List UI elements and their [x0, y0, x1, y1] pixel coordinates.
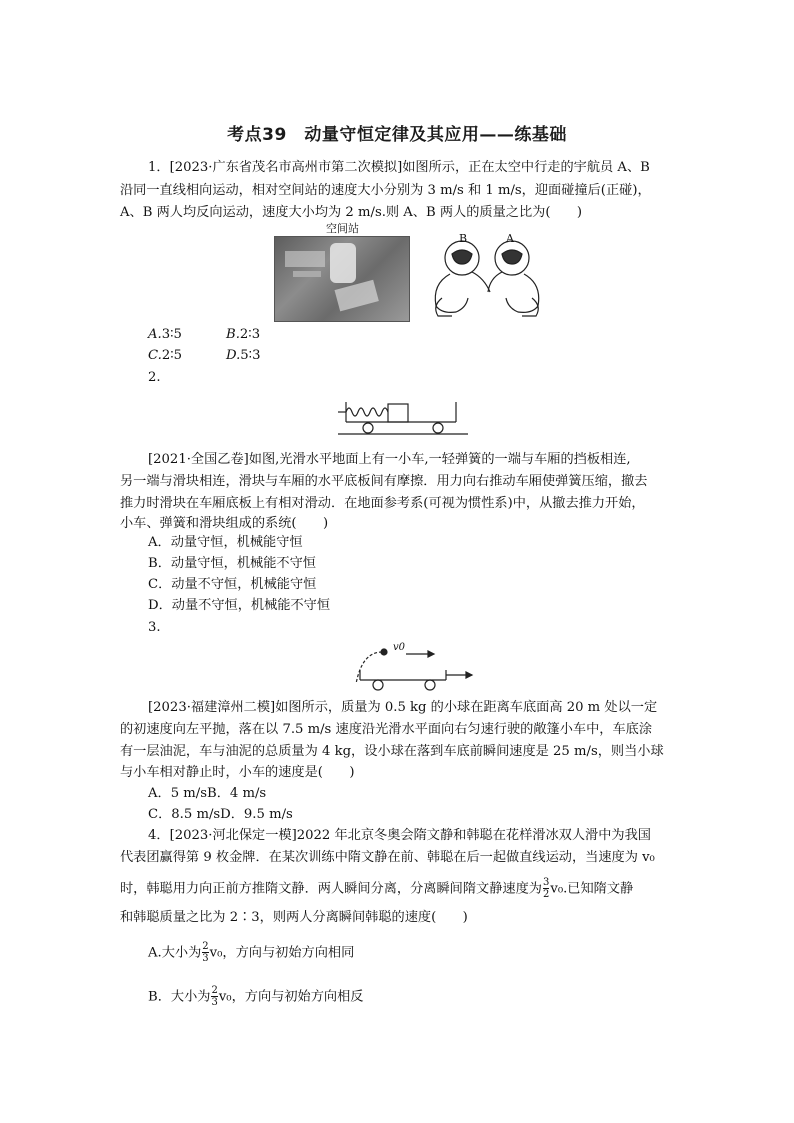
- q4-option-a: A.大小为 $\frac{2}{3}$ v₀，方向与初始方向相同: [148, 941, 355, 964]
- q1-option-d: D.5∶3: [226, 348, 261, 363]
- q4-line-4: 和韩聪质量之比为 2∶3，则两人分离瞬间韩聪的速度( ): [120, 910, 468, 925]
- q2-line-2: 另一端与滑块相连，滑块与车厢的水平底板间有摩擦．用力向右推动车厢使弹簧压缩，撤去: [120, 474, 648, 489]
- q2-option-b: B．动量守恒，机械能不守恒: [148, 556, 316, 571]
- q1-option-b: B.2∶3: [226, 327, 261, 342]
- q4-line-1: 4．[2023·河北保定一模]2022 年北京冬奥会隋文静和韩聪在花样滑冰双人滑中为我国: [148, 828, 651, 843]
- fraction-two-thirds-b: $\frac{2}{3}$: [211, 985, 218, 1008]
- q3-line-1: [2023·福建漳州二模]如图所示，质量为 0.5 kg 的小球在距离车底面高 20 m 处以一定: [148, 700, 658, 715]
- astronaut-b-label: B: [459, 232, 468, 245]
- q2-line-4: 小车、弹簧和滑块组成的系统( ): [120, 516, 329, 531]
- astronauts-figure: [412, 228, 562, 323]
- q3-line-2: 的初速度向左平抛，落在以 7.5 m/s 速度沿光滑水平面向右匀速行驶的敞篷小车中，车底涂: [120, 722, 653, 737]
- v0-label: v0: [393, 642, 406, 653]
- q3-options-cd: C．8.5 m/sD．9.5 m/s: [148, 807, 293, 822]
- q4-line-2: 代表团赢得第 9 枚金牌．在某次训练中隋文静在前、韩聪在后一起做直线运动，当速度为 v₀: [120, 850, 655, 865]
- astronaut-a-label: A: [506, 232, 514, 245]
- q2-option-d: D．动量不守恒，机械能不守恒: [148, 598, 331, 613]
- page-title: 考点39 动量守恒定律及其应用——练基础: [227, 125, 567, 145]
- q2-number: 2.: [148, 370, 161, 385]
- fraction-two-thirds-a: $\frac{2}{3}$: [202, 941, 209, 964]
- space-station-photo: [274, 236, 410, 322]
- q2-option-c: C．动量不守恒，机械能守恒: [148, 577, 317, 592]
- ball-cart-figure: [354, 640, 494, 690]
- q3-line-4: 与小车相对静止时，小车的速度是( ): [120, 765, 355, 780]
- spring-cart-figure: [338, 398, 468, 438]
- fraction-three-halves: $\frac{3}{2}$: [543, 877, 550, 900]
- q4-line-3: 时，韩聪用力向正前方推隋文静．两人瞬间分离，分离瞬间隋文静速度为 $\frac{3}{2}$ v₀.已知隋文静: [120, 877, 634, 900]
- q4-option-b: B．大小为 $\frac{2}{3}$ v₀，方向与初始方向相反: [148, 985, 364, 1008]
- q1-option-c: C.2∶5: [148, 348, 183, 363]
- q2-line-3: 推力时滑块在车厢底板上有相对滑动．在地面参考系(可视为惯性系)中，从撤去推力开始，: [120, 496, 645, 511]
- q2-line-1: [2021·全国乙卷]如图,光滑水平地面上有一小车,一轻弹簧的一端与车厢的挡板相连,: [148, 452, 631, 467]
- station-label: 空间站: [326, 222, 359, 235]
- q3-options-ab: A．5 m/sB．4 m/s: [148, 786, 267, 801]
- q1-line-2: 沿同一直线相向运动，相对空间站的速度大小分别为 3 m/s 和 1 m/s，迎面碰撞后(正碰)，: [120, 183, 651, 198]
- q3-number: 3.: [148, 620, 161, 635]
- q3-line-3: 有一层油泥，车与油泥的总质量为 4 kg，设小球在落到车底前瞬间速度是 25 m/s，则当小球: [120, 744, 664, 759]
- q1-line-1: 1．[2023·广东省茂名市高州市第二次模拟]如图所示，正在太空中行走的宇航员 A、B: [148, 160, 650, 175]
- q1-line-3: A、B 两人均反向运动，速度大小均为 2 m/s.则 A、B 两人的质量之比为( ): [120, 205, 583, 220]
- q2-option-a: A．动量守恒，机械能守恒: [148, 535, 303, 550]
- q1-option-a: A.3∶5: [148, 327, 182, 342]
